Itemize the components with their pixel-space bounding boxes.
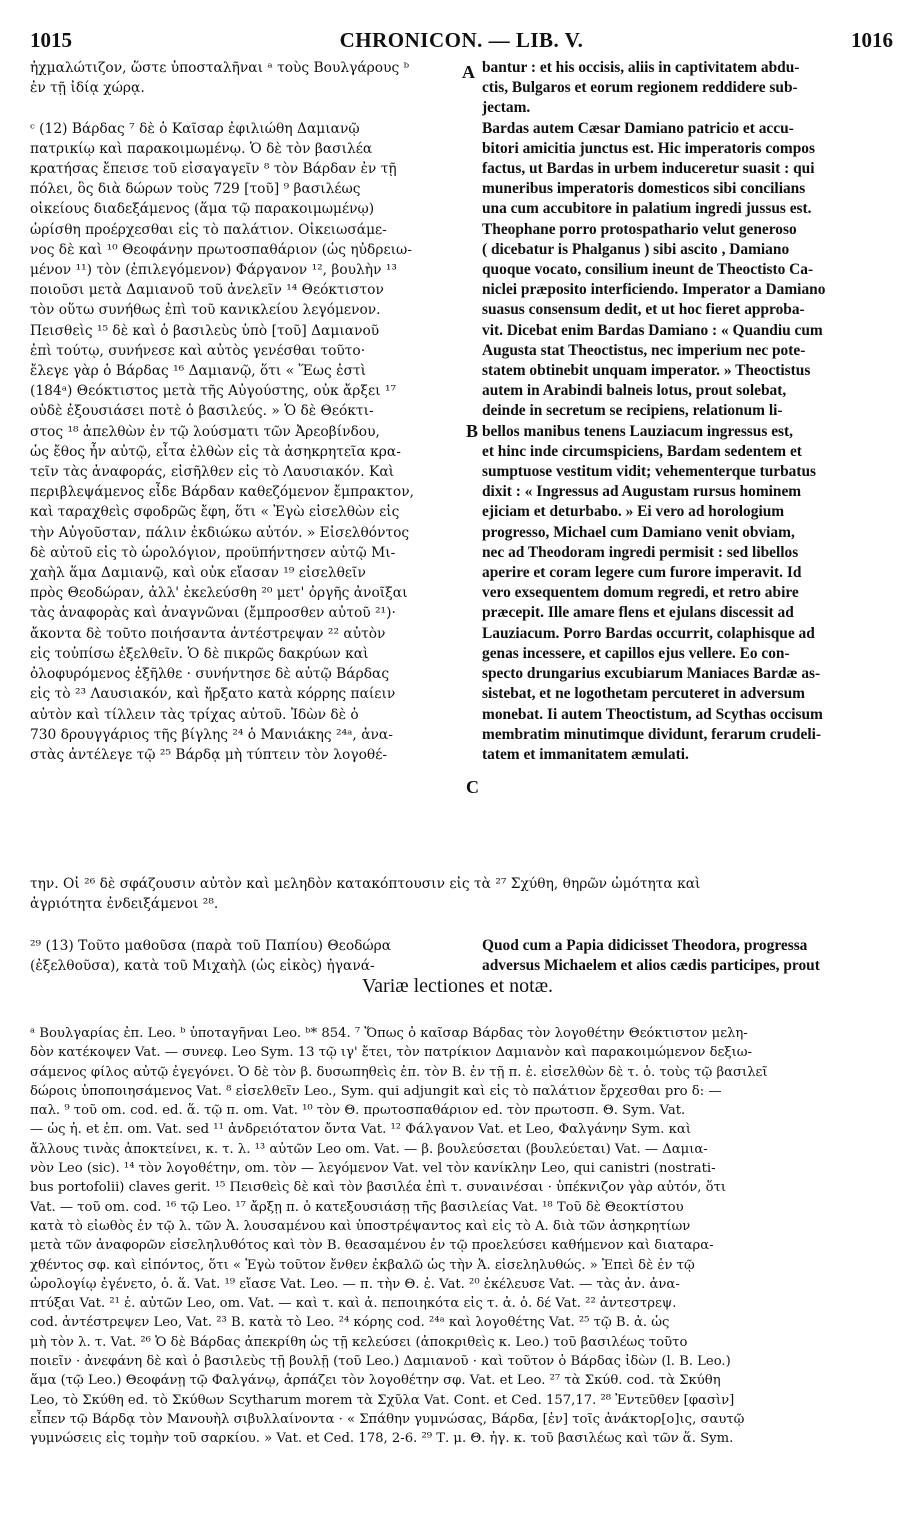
greek-line: νος δὲ καὶ ¹⁰ Θεοφάνην πρωτοσπαθάριον (ὡς ηὐδρειω- (30, 241, 412, 258)
latin-line: bellos manibus tenens Lauziacum ingressus est, (482, 422, 793, 440)
latin-line: et hinc inde circumspiciens, Bardam sedentem et (482, 442, 802, 460)
greek-line: ἐπὶ τούτῳ, συνήνεσε καὶ αὐτὸς γενέσθαι τοῦτο· (30, 342, 366, 359)
note-line: παλ. ⁹ τοῦ om. cod. ed. ἅ. τῷ π. om. Vat. ¹⁰ τὸν Θ. πρωτοσπαθάριον ed. τὸν πρωτοσπ. Θ. Sym. Vat. (30, 1103, 686, 1119)
note-line: δώροις ὑποποιησάμενος Vat. ⁸ εἰσελθεῖν Leo., Sym. qui adjungit καὶ εἰς τὸ παλάτιον ἔρχεσθαι pro δ: — (30, 1083, 722, 1099)
section-marker-b: B (466, 421, 479, 441)
note-line: Vat. — τοῦ om. cod. ¹⁶ τῷ Leo. ¹⁷ ἄρξῃ π. ὁ κατεξουσιάσῃ τῆς βασιλείας Vat. ¹⁸ Τοῦ δὲ Θεοκτίστου (30, 1199, 684, 1215)
section-marker-a: A (462, 62, 475, 82)
greek-line: (184ᵃ) Θεόκτιστος μετὰ τῆς Αὐγούστης, οὐκ ἄρξει ¹⁷ (30, 383, 397, 400)
latin-line: præcepit. Ille amare flens et ejulans discessit ad (482, 604, 794, 622)
latin-line: autem in Arabindi balneis lotus, prout solebat, (482, 382, 787, 400)
latin-line: Augusta stat Theoctistus, nec imperium nec pote- (482, 341, 806, 359)
greek-column-continued (30, 936, 470, 976)
greek-line: στος ¹⁸ ἀπελθὼν ἐν τῷ λούσματι τῶν Ἀρεοβίνδου, (30, 423, 380, 440)
latin-line: Quod cum a Papia didicisset Theodora, progressa (482, 937, 808, 954)
latin-line: genas incessere, et capillos ejus vellere. Eo con- (482, 644, 790, 662)
note-line: Leo, τὸ Σκύθη ed. τὸ Σκύθων Scytharum morem τὰ Σχῦλα Vat. Cont. et Ced. 157,17. ²⁸ Ἐντεῦθεν [φασὶν] (30, 1392, 735, 1408)
notes-heading: Variæ lectiones et notæ. (361, 975, 554, 997)
greek-line: αὐτὸν καὶ τίλλειν τὰς τρίχας αὐτοῦ. Ἰδὼν δὲ ὁ (30, 706, 359, 723)
note-line: bus portofolii) claves gerit. ¹⁵ Πεισθεὶς δὲ καὶ τὸν βασιλέα ἐπὶ τ. συναινέσαι · ὑπέκνιζον γὰρ αὐτόν, ὅτι (30, 1180, 727, 1196)
latin-line: Bardas autem Cæsar Damiano patricio et accu- (482, 119, 794, 137)
latin-column (482, 58, 896, 765)
latin-line: adversus Michaelem et alios cædis participes, prout (482, 957, 820, 975)
full-width-line: την. Οἱ ²⁶ δὲ σφάζουσιν αὐτὸν καὶ μεληδὸν κατακόπτουσιν εἰς τὰ ²⁷ Σχύθη, θηρῶν ὠμότητα καὶ (30, 876, 701, 892)
latin-line: specto drungarius excubiarum Maniaces Bardæ as- (482, 665, 821, 683)
greek-line: τεῖν τὰς ἀναφοράς, εἰσῆλθεν εἰς τὸ Λαυσιακόν. Καὶ (30, 464, 395, 481)
greek-line: τὴν Αὐγοῦσταν, πάλιν ἐκδιώκω αὐτόν. » Εἰσελθόντος (30, 524, 410, 541)
latin-line: Theophane porro protospathario velut generoso (482, 220, 797, 238)
greek-line: πατρικίῳ καὶ παρακοιμωμένῳ. Ὁ δὲ τὸν βασιλέα (30, 140, 373, 157)
latin-line: vero exsequentem domum regredi, et retro abire (482, 584, 799, 602)
full-width-greek (30, 874, 896, 914)
greek-line: ἐν τῇ ἰδίᾳ χώρᾳ. (30, 80, 145, 97)
latin-line: dixit : « Ingressus ad Augustam rursus hominem (482, 483, 802, 501)
note-line: μετὰ τῶν ἀναφορῶν εἰσεληλυθότος καὶ τὸν Β. θεασαμένου ἐν τῷ προελεύσει καθήμενον καὶ διαταρα- (30, 1238, 714, 1254)
greek-line: εἰς τὸ ²³ Λαυσιακόν, καὶ ἤρξατο κατὰ κόρρης παίειν (30, 686, 396, 703)
latin-line: deinde in secretum se recipiens, relationum li- (482, 402, 783, 420)
greek-line: καὶ ταραχθεὶς σφοδρῶς ἔφη, ὅτι « Ἐγὼ εἰσελθὼν εἰς (30, 504, 400, 521)
greek-line: χαὴλ ἅμα Δαμιανῷ, καὶ οὐκ εἴασαν ¹⁹ εἰσελθεῖν (30, 565, 366, 582)
latin-line: muneribus imperatoris domesticos sibi concilians (482, 180, 806, 198)
note-line: γυμνώσεις εἰς τομὴν τοῦ σαρκίου. » Vat. et Ced. 178, 2-6. ²⁹ Τ. μ. Θ. ἠγ. κ. τοῦ βασιλέως καὶ τῶν ἅ. Sym. (30, 1431, 734, 1447)
latin-line: membratim minutimque dividunt, ferarum crudeli- (482, 725, 821, 743)
greek-line: ᶜ (12) Βάρδας ⁷ δὲ ὁ Καῖσαρ ἐφιλιώθη Δαμιανῷ (30, 120, 360, 137)
note-line: πτύξαι Vat. ²¹ ἐ. αὐτῶν Leo, om. Vat. — καὶ τ. καὶ ἀ. πεποιηκότα εἰς τ. ἀ. ὁ. δέ Vat. ²² ἀντεστρεψ. (30, 1296, 677, 1312)
latin-line: bantur : et his occisis, aliis in captivitatem abdu- (482, 59, 800, 76)
greek-column (30, 58, 458, 765)
latin-line: Lauziacum. Porro Bardas occurrit, colaphisque ad (482, 624, 815, 642)
greek-line: πόλει, ὃς διὰ δώρων τοὺς 729 [τοῦ] ⁹ βασιλέως (30, 181, 361, 198)
latin-column-continued (482, 936, 896, 976)
greek-line: ἄκοντα δὲ τοῦτο ποιήσαντα ἀντέστρεψαν ²² αὐτὸν (30, 625, 386, 642)
note-line: χθέντος σφ. καὶ εἰπόντος, ὅτι « Ἐγὼ τοῦτον ἔνθεν ἐκβαλῶ ὡς τὴν Ἀ. εἰσεληλυθώς. » Ἐπεὶ δὲ ἐν τῷ (30, 1257, 695, 1273)
note-line: ἄλλους τινὰς ἀποκτείνει, κ. τ. λ. ¹³ αὐτῶν Leo om. Vat. — β. βουλεύσεται (βουλεύεται) Vat. — Δαμια- (30, 1141, 708, 1157)
greek-line: ὡρίσθη προέρχεσθαι εἰς τὸ παλάτιον. Οἰκειωσάμε- (30, 221, 387, 238)
greek-line: στὰς ἀντέλεγε τῷ ²⁵ Βάρδᾳ μὴ τύπτειν τὸν λογοθέ- (30, 746, 388, 763)
note-line: ἅμα (τῷ Leo.) Θεοφάνῃ τῷ Φαλγάνῳ, ἁρπάζει τὸν λογοθέτην σφ. Vat. et Leo. ²⁷ τὰ Σκύθ. cod. τὰ Σκύθη (30, 1373, 721, 1389)
left-page-number: 1015 (30, 28, 72, 52)
greek-line: ὀλοφυρόμενος ἐξῆλθε · συνήντησε δὲ αὐτῷ Βάρδας (30, 666, 390, 683)
greek-line: ποιοῦσι μετὰ Δαμιανοῦ τοῦ ἀνελεῖν ¹⁴ Θεόκτιστον (30, 282, 384, 299)
latin-line: sumptuose vestitum vidit; vehementerque turbatus (482, 463, 817, 481)
latin-line: bitori amicitia junctus est. Hic imperatoris compos (482, 139, 815, 157)
note-line: ποιεῖν · ἀνεφάνη δὲ καὶ ὁ βασιλεὺς τῇ βουλῇ (τοῦ Leo.) Δαμιανοῦ · καὶ τοῦτον ὁ Βάρδας ἰδὼν (l. Β. Leo.) (30, 1354, 731, 1370)
greek-line: τὸν οὕτω συνήθως ἐπὶ τοῦ κανικλείου λεγόμενον. (30, 302, 381, 319)
latin-line: statem obtinebit unquam imperator. » Theoctistus (482, 362, 811, 380)
greek-line: εἰς τοὐπίσω ἐξελθεῖν. Ὁ δὲ πικρῶς δακρύων καὶ (30, 645, 369, 662)
latin-line: ejiciam et deturbabo. » Ei vero ad horologium (482, 503, 785, 521)
greek-line (30, 98, 458, 118)
latin-line: ctis, Bulgaros et eorum regionem reddidere sub- (482, 79, 798, 97)
note-line: ὡρολογίῳ ἐγένετο, ὁ. ἅ. Vat. ¹⁹ εἴασε Vat. Leo. — π. τὴν Θ. ἐ. Vat. ²⁰ ἐκέλευσε Vat. — τὰς ἀν. ἀνα- (30, 1276, 680, 1292)
latin-line: niclei præposito interficiendo. Imperator a Damiano (482, 281, 826, 299)
greek-line: ὡς ἔθος ἦν αὐτῷ, εἶτα ἐλθὼν εἰς τὰ ἀσηκρητεῖα κρα- (30, 443, 401, 460)
greek-line: κρατήσας ἔπεισε τοῦ εἰσαγαγεῖν ⁸ τὸν Βάρδαν ἐν τῇ (30, 161, 397, 178)
note-line: νὸν Leo (sic). ¹⁴ τὸν λογοθέτην, om. τὸν — λεγόμενον Vat. vel τὸν κανίκλην Leo, qui canistri (nostrati- (30, 1161, 716, 1177)
greek-line: τὰς ἀναφορὰς καὶ ἀναγνῶναι (ἔμπροσθεν αὐτοῦ ²¹)· (30, 605, 396, 622)
latin-line: sistebat, et ne logothetam percuteret in adversum (482, 685, 806, 703)
latin-line: suasus consensum dedit, et ut hoc fieret approba- (482, 301, 805, 319)
greek-line: ²⁹ (13) Τοῦτο μαθοῦσα (παρὰ τοῦ Παπίου) Θεοδώρα (30, 938, 392, 954)
note-line: δὸν κατέκοψεν Vat. — συνεφ. Leo Sym. 13 τῷ ιγ' ἔτει, τὸν πατρίκιον Δαμιανὸν καὶ παρακοιμώμενον δεξιω- (30, 1045, 752, 1061)
full-width-line: ἀγριότητα ἐνδειξάμενοι ²⁸. (30, 896, 219, 913)
section-marker-c: C (466, 777, 479, 797)
note-line: ᵃ Βουλγαρίας ἐπ. Leo. ᵇ ὑποταγῆναι Leo. ᵇ* 854. ⁷ Ὅπως ὁ καῖσαρ Βάρδας τὸν λογοθέτην Θεόκτιστον μελη- (30, 1026, 748, 1041)
greek-line: Πεισθεὶς ¹⁵ δὲ καὶ ὁ βασιλεὺς ὑπὸ [τοῦ] Δαμιανοῦ (30, 322, 380, 339)
greek-line: οἰκείους διαδεξάμενος (ἅμα τῷ παρακοιμωμένῳ) (30, 201, 375, 218)
latin-line: progresso, Michael cum Damiano venit obviam, (482, 523, 795, 541)
note-line: — ὡς ἠ. et ἐπ. om. Vat. sed ¹¹ ἀνδρειότατον ὄντα Vat. ¹² Φάλγανον Vat. et Leo, Φαλγάνην Sym. καὶ (30, 1122, 691, 1138)
page-header (30, 28, 893, 58)
latin-line: vit. Dicebat enim Bardas Damiano : « Quandiu cum (482, 321, 823, 339)
greek-line: δὲ αὐτοῦ εἰς τὸ ὡρολόγιον, προϋπήντησεν αὐτῷ Μι- (30, 544, 396, 561)
greek-line: 730 δρουγγάριος τῆς βίγλης ²⁴ ὁ Μανιάκης ²⁴ᵃ, ἀνα- (30, 726, 393, 743)
greek-line: πρὸς Θεοδώραν, ἀλλ' ἐκελεύσθη ²⁰ μετ' ὀργῆς ἀνοῖξαι (30, 585, 408, 602)
note-line: εἶπεν τῷ Βάρδᾳ τὸν Μανουὴλ σιβυλλαίνοντα · « Σπάθην γυμνώσας, Βάρδα, [ἐν] τοῖς ἀνάκτορ[ο]ις, σαυτῷ (30, 1411, 745, 1427)
latin-line: ( dicebatur is Phalganus ) sibi ascito , Damiano (482, 240, 790, 258)
right-page-number: 1016 (851, 28, 893, 52)
greek-line: μένον ¹¹) τὸν (ἐπιλεγόμενον) Φάργανον ¹², βουλὴν ¹³ (30, 262, 397, 279)
greek-line: (ἐξελθοῦσα), κατὰ τοῦ Μιχαὴλ (ὡς εἰκὸς) ἠγανά- (30, 958, 375, 975)
latin-line: una cum accubitore in palatium ingredi jussus est. (482, 200, 812, 218)
note-line: κατὰ τὸ εἰωθὸς ἐν τῷ λ. τῶν Ἀ. λουσαμένου καὶ ὑποστρέψαντος καὶ εἰς τὸ Α. διὰ τῶν ἀσηκρητίων (30, 1218, 691, 1234)
note-line: σάμενος φίλος αὐτῷ ἐγεγόνει. Ὁ δὲ τὸν β. δυσωπηθεὶς ἐπ. τὸν Β. ἐν τῇ π. ἐ. εἰσελθὼν δὲ τ. ὁ. τοὺς τῷ βασιλεῖ (30, 1064, 768, 1080)
greek-line: περιβλεψάμενος εἶδε Βάρδαν καθεζόμενον ἔμπρακτον, (30, 484, 414, 501)
latin-line: factus, ut Bardas in urbem induceretur suasit : qui (482, 160, 815, 178)
greek-line: ἔλεγε γὰρ ὁ Βάρδας ¹⁶ Δαμιανῷ, ὅτι « Ἕως ἐστὶ (30, 363, 367, 380)
note-line: cod. ἀντέστρεψεν Leo, Vat. ²³ Β. κατὰ τὸ Leo. ²⁴ κόρης cod. ²⁴ᵃ καὶ λογοθέτης Vat. ²⁵ τῷ Β. ἀ. ὡς (30, 1315, 670, 1331)
note-line: μὴ τὸν λ. τ. Vat. ²⁶ Ὁ δὲ Βάρδας ἀπεκρίθη ὡς τῇ κελεύσει (ἀποκριθεὶς κ. Leo.) τοῦ βασιλέως τοῦτο (30, 1334, 688, 1350)
latin-line: aperire et coram legere cum furore imperavit. Id (482, 564, 802, 582)
running-title: CHRONICON. — LIB. V. (339, 28, 584, 52)
latin-line: jectam. (482, 99, 531, 117)
latin-line: tatem et immanitatem æmulati. (482, 745, 689, 763)
greek-line: οὐδὲ ἐξουσιάσει ποτὲ ὁ βασιλεύς. » Ὁ δὲ Θεόκτι- (30, 403, 374, 420)
critical-notes (30, 1024, 898, 1449)
latin-line: quoque vocato, consilium ineunt de Theoctisto Ca- (482, 261, 814, 279)
latin-line: monebat. Ii autem Theoctistum, ad Scythas occisum (482, 705, 823, 723)
latin-line: nec ad Theodoram ingredi permisit : sed libellos (482, 543, 799, 561)
greek-line: ἠχμαλώτιζον, ὥστε ὑποσταλῆναι ᵃ τοὺς Βουλγάρους ᵇ (30, 60, 410, 76)
